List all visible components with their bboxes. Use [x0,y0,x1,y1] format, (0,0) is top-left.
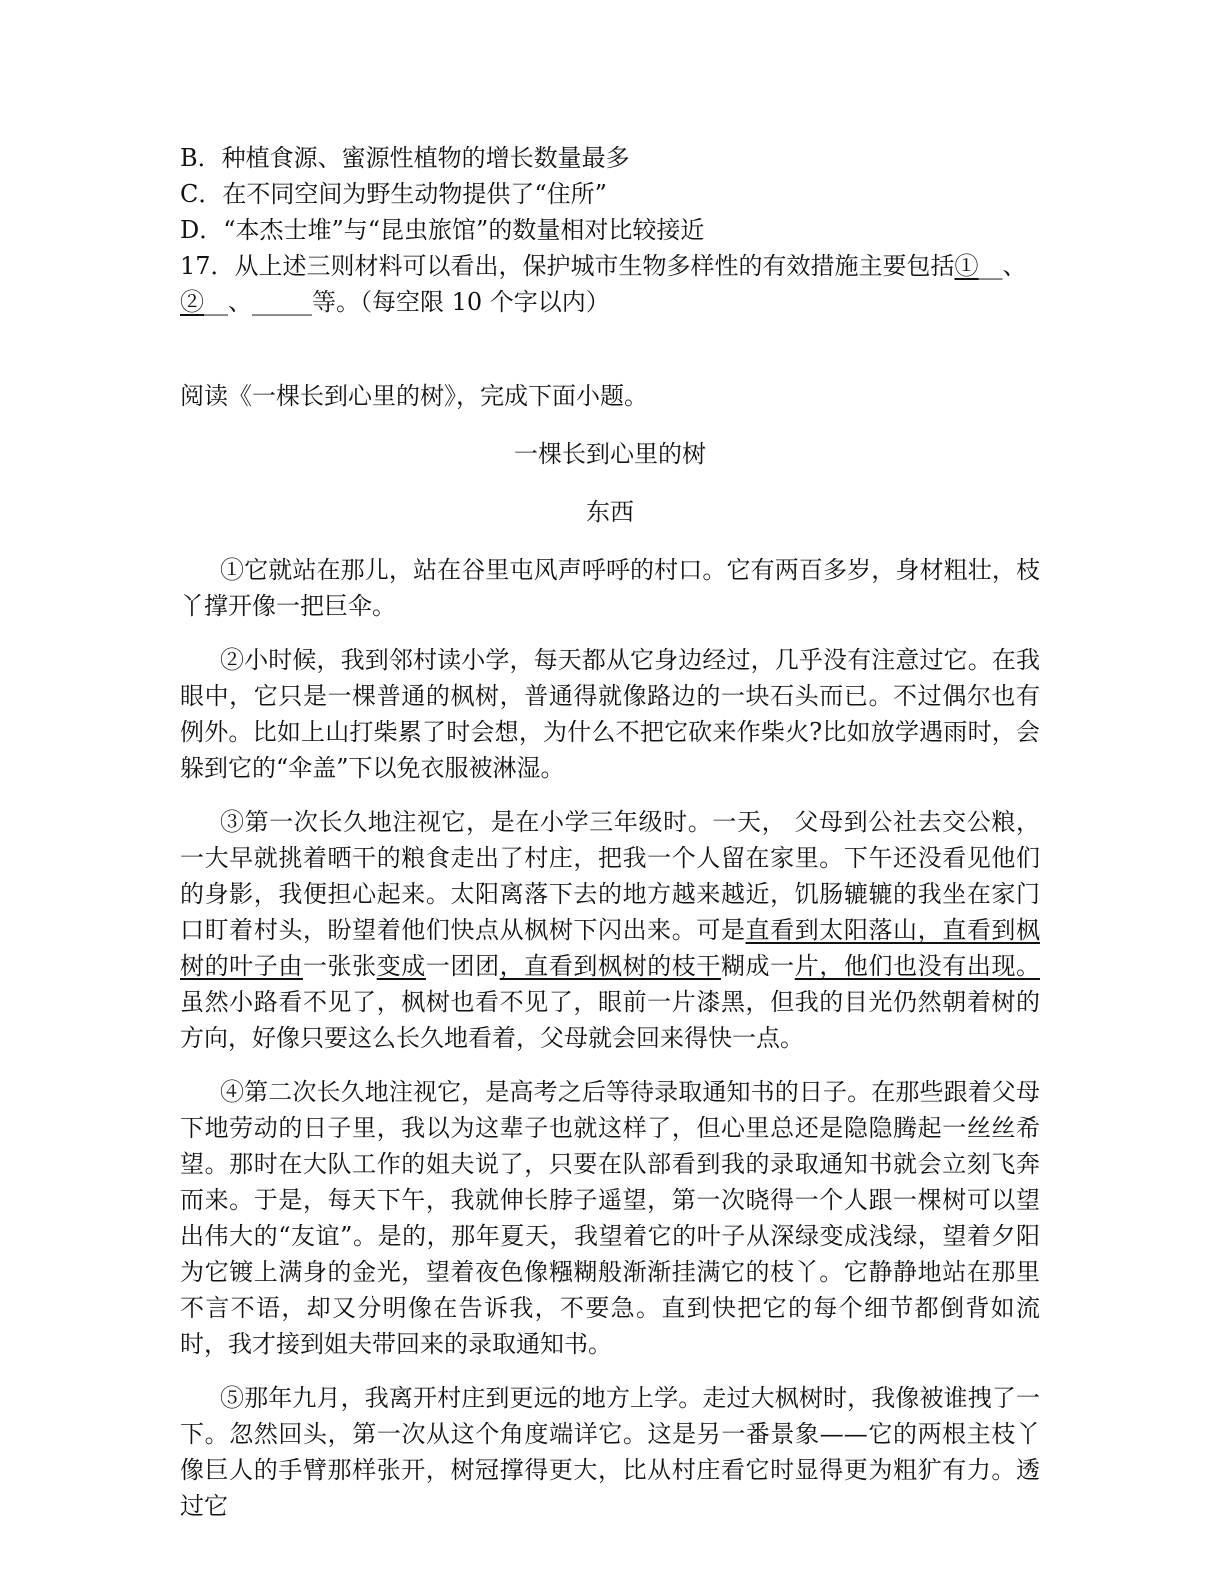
paragraph-3-text-b: 一张张 [302,952,377,980]
question-17-suffix: 等。（每空限 10 个字以内） [312,288,610,316]
separator-1: 、 [1002,252,1027,280]
underlined-phrase-4: 片，他们也没有出现。 [794,952,1041,980]
paragraph-3-text-e: 虽然小路看不见了，枫树也看不见了，眼前一片漆黑，但我的目光仍然朝着树的方向，好像只要这么长久地看着，父母就会回来得快一点。 [180,988,1040,1052]
article-title: 一棵长到心里的树 [514,440,706,468]
paragraph-3-text-d: 糊成一 [720,952,795,980]
option-d: D．“本杰士堆”与“昆虫旅馆”的数量相对比较接近 [180,216,705,244]
underlined-phrase-1: 直看到太阳落山，直看到枫树的叶子由 [180,916,1041,980]
article-author: 东西 [586,498,634,526]
option-b: B．种植食源、蜜源性植物的增长数量最多 [180,144,630,172]
paragraph-3 [180,804,1040,1056]
blank-2-line: __ [204,288,228,316]
paragraph-3-text-a: ③第一次长久地注视它，是在小学三年级时。一天， 父母到公社去交公粮，一大早就挑着晒干的粮食走出了村庄，把我一个人留在家里。下午还没看见他们的身影，我便担心起来。太阳离落下去的地方越来越近，饥肠辘辘的我坐在家门口盯着村头，盼望着他们快点从枫树下闪出来。可是 [180,808,1040,944]
paragraph-5: ⑤那年九月，我离开村庄到更远的地方上学。走过大枫树时，我像被谁拽了一下。忽然回头，第一次从这个角度端详它。这是另一番景象——它的两根主枝丫像巨人的手臂那样张开，树冠撑得更大，比从村庄看它时显得更为粗犷有力。透过它 [180,1384,1040,1520]
question-17 [180,248,1040,320]
option-c: C．在不同空间为野生动物提供了“住所” [180,180,607,208]
blank-3-line: _____ [252,288,312,316]
blank-1-mark: ① [954,252,979,280]
underlined-phrase-3: ，直看到枫树的枝干 [499,952,721,980]
paragraph-1: ①它就站在那儿，站在谷里屯风声呼呼的村口。它有两百多岁，身材粗壮，枝丫撑开像一把巨伞。 [180,556,1040,620]
underlined-phrase-2: 变成 [376,952,426,980]
blank-2-mark: ② [180,288,204,316]
paragraph-3-text-c: 一团团 [425,952,500,980]
separator-2: 、 [228,288,252,316]
question-17-text: 17．从上述三则材料可以看出，保护城市生物多样性的有效措施主要包括 [180,252,955,280]
document-page [180,140,1040,1524]
reading-instruction: 阅读《一棵长到心里的树》，完成下面小题。 [180,382,648,410]
paragraph-2: ②小时候，我到邻村读小学，每天都从它身边经过，几乎没有注意过它。在我眼中，它只是一棵普通的枫树，普通得就像路边的一块石头而已。不过偶尔也有例外。比如上山打柴累了时会想，为什么不把它砍来作柴火?比如放学遇雨时，会躲到它的“伞盖”下以免衣服被淋湿。 [180,646,1040,782]
blank-1-line: __ [978,252,1003,280]
paragraph-4: ④第二次长久地注视它，是高考之后等待录取通知书的日子。在那些跟着父母下地劳动的日子里，我以为这辈子也就这样了，但心里总还是隐隐腾起一丝丝希望。那时在大队工作的姐夫说了，只要在队部看到我的录取通知书就会立刻飞奔而来。于是，每天下午，我就伸长脖子遥望，第一次晓得一个人跟一棵树可以望出伟大的“友谊”。是的，那年夏天，我望着它的叶子从深绿变成浅绿，望着夕阳为它镀上满身的金光，望着夜色像糨糊般渐渐挂满它的枝丫。它静静地站在那里不言不语，却又分明像在告诉我，不要急。直到快把它的每个细节都倒背如流时，我才接到姐夫带回来的录取通知书。 [180,1078,1040,1358]
